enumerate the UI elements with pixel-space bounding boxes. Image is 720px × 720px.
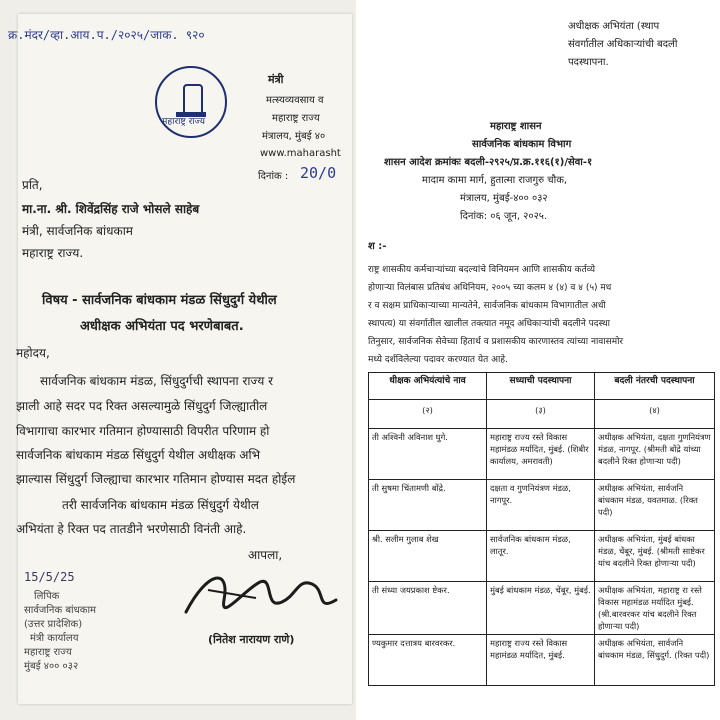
letterhead-address: मंत्रालय, मुंबई ४० [262,131,326,142]
column-header: सध्याची पदस्थापना [487,373,595,400]
order-body-line: होणाऱ्या विलंबास प्रतिबंध अधिनियम, २००५ च्या कलम ४ (४) व ४ (५) मध [368,283,612,293]
body-line: सार्वजनिक बांधकाम मंडळ, सिंधुदुर्गची स्थापना राज्य र [40,374,274,388]
current-posting: सार्वजनिक बांधकाम मंडळ, लातूर. [487,531,595,582]
table-row [369,429,715,480]
new-posting: अधीक्षक अभियंता, सार्वजनि बांधकाम मंडळ, सिंधुदुर्ग. (रिक्त पदी) [595,635,715,686]
signature-image [178,560,350,630]
table-row [369,480,715,531]
order-number: शासन आदेश क्रमांकः बदली-२९२५/प्र.क्र.११६(१)/सेवा-१ [384,157,593,168]
order-body-line: र व सक्षम प्राधिकाऱ्याच्या मान्यतेने, सार्वजनिक बांधकाम विभागातील अधी [368,301,606,311]
subject-line-2: अधीक्षक अभियंता पद भरणेबाबत. [80,319,244,334]
department-heading: सार्वजनिक बांधकाम विभाग [472,139,572,150]
current-posting: मुंबई बांधकाम मंडळ, चेंबूर, मुंबई. [487,582,595,635]
govt-heading: महाराष्ट्र शासन [490,121,542,132]
date-label: दिनांक : [258,171,289,182]
column-number: (३) [487,400,595,429]
column-number: (२) [369,400,487,429]
order-body-line: राष्ट्र शासकीय कर्मचाऱ्यांच्या बदल्यांचे विनियमन आणि शासकीय कर्तव्ये [368,265,596,275]
to-label: प्रति, [22,178,43,192]
new-posting: अधीक्षक अभियंता, मुंबई बांधका मंडळ, चेंबूर, मुंबई. (श्रीमती साष्टेकर यांच बदलीने रिक्त होणाऱ्या पदी) [595,531,715,582]
closing-line: तरी सार्वजनिक बांधकाम मंडळ सिंधुदुर्ग येथील [62,498,259,512]
order-date: दिनांक: ०६ जून, २०२५. [460,211,548,222]
transfer-table [368,372,715,686]
officer-name: ण्यकुमार दत्तात्रय बारवरकर. [369,635,487,686]
letter-ref-number: क्र.मंदर/व्हा.आय.प./२०२५/जाक. ९२० [8,28,205,42]
body-line: झाली आहे सदर पद रिक्त असल्यामुळे सिंधुदुर्ग जिल्ह्यातील [16,399,268,413]
order-section-heading: श :- [368,241,387,252]
pencil-note-line: लिपिक [34,591,60,602]
new-posting: अधीक्षक अभियंता, महाराष्ट्र रा रस्ते विकास महामंडळ मर्यादित मुंबई. (श्री.बारवरकर यांच बदलीने रिक्त होणाऱ्या पदी) [595,582,715,635]
pencil-note [24,570,134,674]
new-posting: अधीक्षक अभियंता, दक्षता गुणनियंत्रण मंडळ, नागपूर. (श्रीमती बोंद्रे यांच्या बदलीने रिक्त होणाऱ्या पदी) [595,429,715,480]
officer-name: श्री. सलीम गुलाब शेख [369,531,487,582]
order-body-line: मध्ये दर्शविलेल्या पदावर करण्यात येत आहे. [368,355,508,365]
subject-line-1: विषय - सार्वजनिक बांधकाम मंडळ सिंधुदुर्ग येथील [42,293,277,308]
letterhead-designation: मंत्री [268,73,284,86]
column-header: धीक्षक अभियंत्यांचे नाव [369,373,487,400]
government-order-scan [362,0,720,720]
date-value: 20/0 [300,164,337,182]
order-body-line: स्थापत्य) या संवर्गातील खालील तक्त्यात नमूद अधिकाऱ्यांची बदलीने पदस्था [368,319,610,329]
order-address-1: मादाम कामा मार्ग, हुतात्मा राजगुरु चौक, [422,175,568,186]
minister-letter-photo [0,0,356,720]
body-line: विभागाचा कारभार गतिमान होण्यासाठी विपरीत परिणाम हो [16,424,270,438]
officer-name: ती अश्विनी अविनाश घुगे. [369,429,487,480]
topic-note-line: अधीक्षक अभियंता (स्थाप [568,21,660,32]
current-posting: महाराष्ट्र राज्य रस्ते विकास महामंडळ मर्यादित, मुंबई. [487,635,595,686]
pencil-note-line: महाराष्ट्र राज्य [24,647,72,658]
yours-label: आपला, [248,548,283,562]
signatory-name: (नितेश नारायण राणे) [208,633,295,646]
table-row [369,531,715,582]
officer-name: ती सुषमा चिंतामणी बोंद्रे. [369,480,487,531]
column-header: बदली नंतरची पदस्थापना [595,373,715,400]
table-row [369,582,715,635]
closing-line: अभियंता हे रिक्त पद तातडीने भरणेसाठी विनंती आहे. [16,522,247,536]
letterhead-state: महाराष्ट्र राज्य [272,113,320,124]
body-line: झाल्यास सिंधुदुर्ग जिल्ह्याचा कारभार गतिमान होण्यास मदत होईल [16,472,296,486]
table-header-row [369,373,715,400]
state-emblem-icon [155,66,227,138]
topic-note-line: संवर्गातील अधिकाऱ्यांची बदली [568,39,678,50]
officer-name: ती संध्या जयप्रकाश ष्टेकर. [369,582,487,635]
column-number: (४) [595,400,715,429]
pencil-note-line: मंत्री कार्यालय [30,633,79,644]
letterhead-department: मत्स्यव्यवसाय व [266,95,324,106]
table-number-row [369,400,715,429]
body-line: सार्वजनिक बांधकाम मंडळ सिंधुदुर्ग येथील अधीक्षक अभि [16,448,261,462]
new-posting: अधीक्षक अभियंता, सार्वजनि बांधकाम मंडळ, यवतमाळ. (रिक्त पदी) [595,480,715,531]
topic-note-line: पदस्थापना. [568,57,609,68]
emblem-caption: महाराष्ट्र राज्य [162,117,206,127]
pencil-note-line: सार्वजनिक बांधकाम [24,605,97,616]
order-address-2: मंत्रालय, मुंबई-४०० ०३२ [460,193,548,204]
recipient-post: मंत्री, सार्वजनिक बांधकाम [22,224,133,238]
recipient-name: मा.ना. श्री. शिवेंद्रसिंह राजे भोसले साहेब [22,202,200,216]
current-posting: दक्षता व गुणनियंत्रण मंडळ, नागपूर. [487,480,595,531]
table-row [369,635,715,686]
pencil-note-line: (उत्तर प्रादेशिक) [24,619,83,630]
current-posting: महाराष्ट्र राज्य रस्ते विकास महामंडळ मर्यादित, मुंबई. (शिबीर कार्यालय, अमरावती) [487,429,595,480]
pencil-note-line: 15/5/25 [24,570,75,584]
pencil-note-line: मुंबई ४०० ०३२ [24,661,79,672]
salutation: महोदय, [16,346,50,360]
order-body-line: तिनुसार, सार्वजनिक सेवेच्या हितार्थ व प्रशासकीय कारणास्तव त्यांच्या नावासमोर [368,337,624,347]
letterhead-website: www.maharasht [260,148,341,159]
recipient-state: महाराष्ट्र राज्य. [22,246,84,260]
